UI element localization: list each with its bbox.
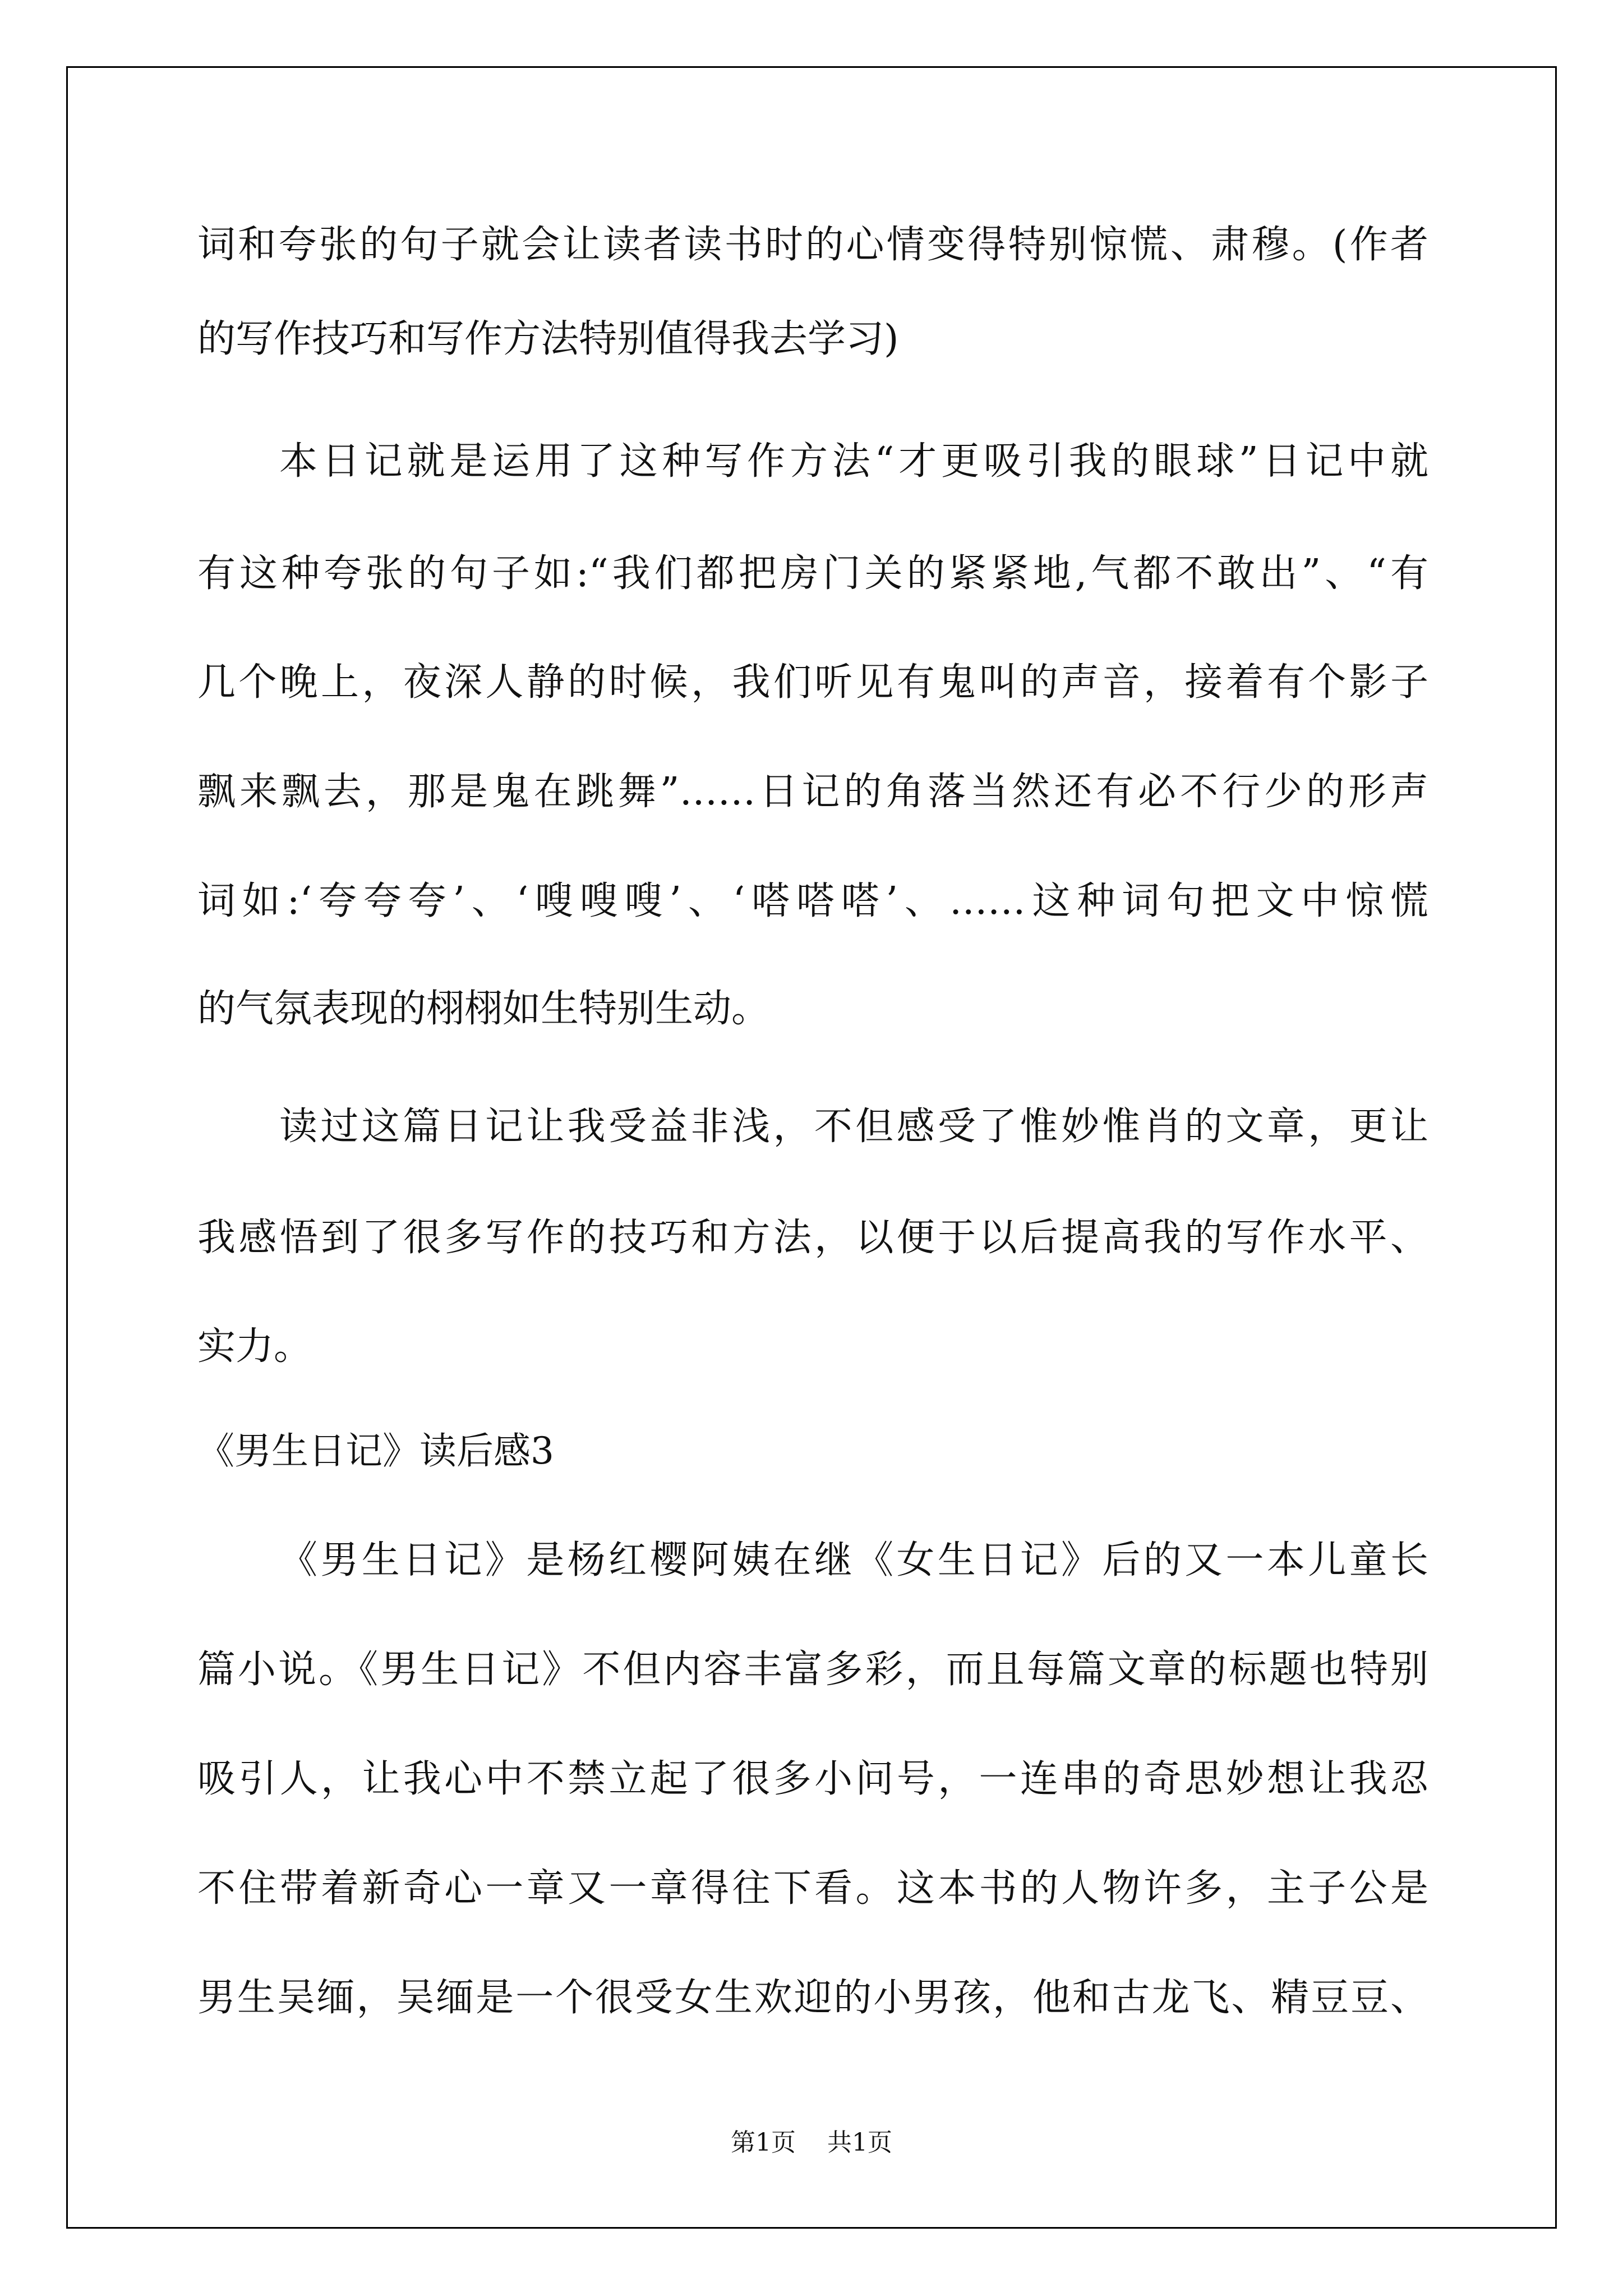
text-line-4: 有这种夸张的句子如:“我们都把房门关的紧紧地,气都不敢出”、“有 [197,551,1428,596]
footer-spacer [796,2128,827,2157]
text-line-9: 读过这篇日记让我受益非浅，不但感受了惟妙惟肖的文章，更让 [279,1105,1428,1149]
page-number: 第1页 [731,2128,796,2157]
page-footer [0,2126,1623,2160]
text-line-14: 篇小说。《男生日记》不但内容丰富多彩，而且每篇文章的标题也特别 [197,1648,1428,1692]
text-line-11: 实力。 [197,1324,312,1369]
text-line-15: 吸引人，让我心中不禁立起了很多小问号，一连串的奇思妙想让我忍 [197,1757,1428,1801]
text-line-7: 词如:‘夸夸夸’、‘嗖嗖嗖’、‘嗒嗒嗒’、……这种词句把文中惊慌 [197,879,1428,923]
text-line-13: 《男生日记》是杨红樱阿姨在继《女生日记》后的又一本儿童长 [279,1538,1428,1582]
text-line-3: 本日记就是运用了这种写作方法“才更吸引我的眼球”日记中就 [279,439,1428,484]
text-line-10: 我感悟到了很多写作的技巧和方法，以便于以后提高我的写作水平、 [197,1216,1428,1260]
text-line-8: 的气氛表现的栩栩如生特别生动。 [197,987,770,1031]
text-line-16: 不住带着新奇心一章又一章得往下看。这本书的人物许多，主子公是 [197,1866,1428,1911]
total-pages: 共1页 [827,2128,892,2157]
text-line-1: 词和夸张的句子就会让读者读书时的心情变得特别惊慌、肃穆。(作者 [197,223,1428,267]
text-line-2: 的写作技巧和写作方法特别值得我去学习) [197,317,899,361]
text-line-17: 男生吴缅，吴缅是一个很受女生欢迎的小男孩，他和古龙飞、精豆豆、 [197,1976,1428,2020]
text-line-5: 几个晚上，夜深人静的时候，我们听见有鬼叫的声音，接着有个影子 [197,660,1428,705]
text-line-6: 飘来飘去，那是鬼在跳舞”……日记的角落当然还有必不行少的形声 [197,770,1428,814]
section-heading: 《男生日记》读后感3 [197,1429,554,1473]
